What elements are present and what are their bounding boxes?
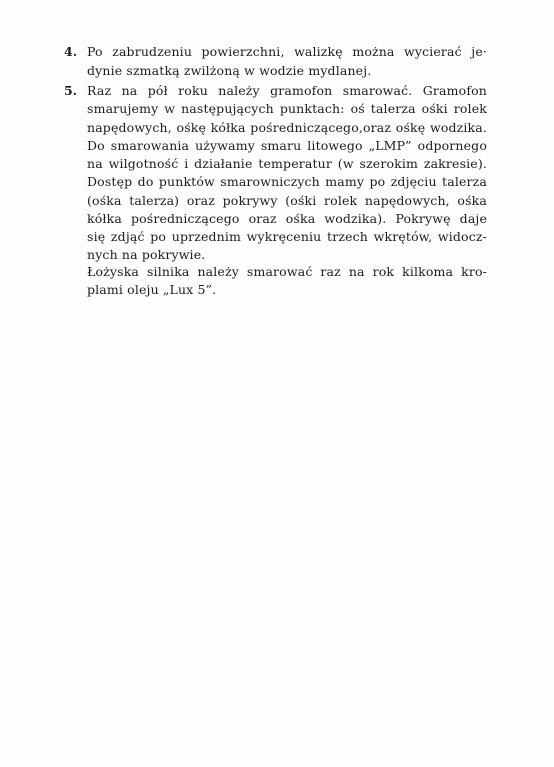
item-number: 4. (64, 44, 78, 59)
text-line: na wilgotność i działanie temperatur (w szerokim zakresie). (87, 156, 487, 171)
text-line: smarujemy w następujących punktach: oś talerza ośki rolek (87, 101, 487, 116)
text-line: Po zabrudzeniu powierzchni, walizkę można wycierać je· (87, 44, 487, 59)
text-line: Łożyska silnika należy smarować raz na rok kilkoma kro- (87, 264, 487, 279)
text-line: się zdjąć po uprzednim wykręceniu trzech wkrętów, widocz- (87, 229, 487, 244)
text-line: Dostęp do punktów smarowniczych mamy po zdjęciu talerza (87, 174, 487, 189)
text-line: Do smarowania używamy smaru litowego „LMP” odpornego (87, 138, 487, 153)
text-line: kółka pośredniczącego oraz ośka wodzika). Pokrywę daje (87, 211, 487, 226)
text-line: dynie szmatką zwilżoną w wodzie mydlanej. (87, 63, 372, 78)
item-number: 5. (64, 83, 78, 98)
text-line: (ośka talerza) oraz pokrywy (ośki rolek napędowych, ośka (87, 193, 487, 208)
text-line: plami oleju „Lux 5”. (87, 282, 217, 297)
text-line: nych na pokrywie. (87, 247, 206, 262)
text-line: Raz na pół roku należy gramofon smarować. Gramofon (87, 83, 487, 98)
text-line: napędowych, ośkę kółka pośredniczącego,oraz ośkę wodzika. (87, 120, 487, 135)
